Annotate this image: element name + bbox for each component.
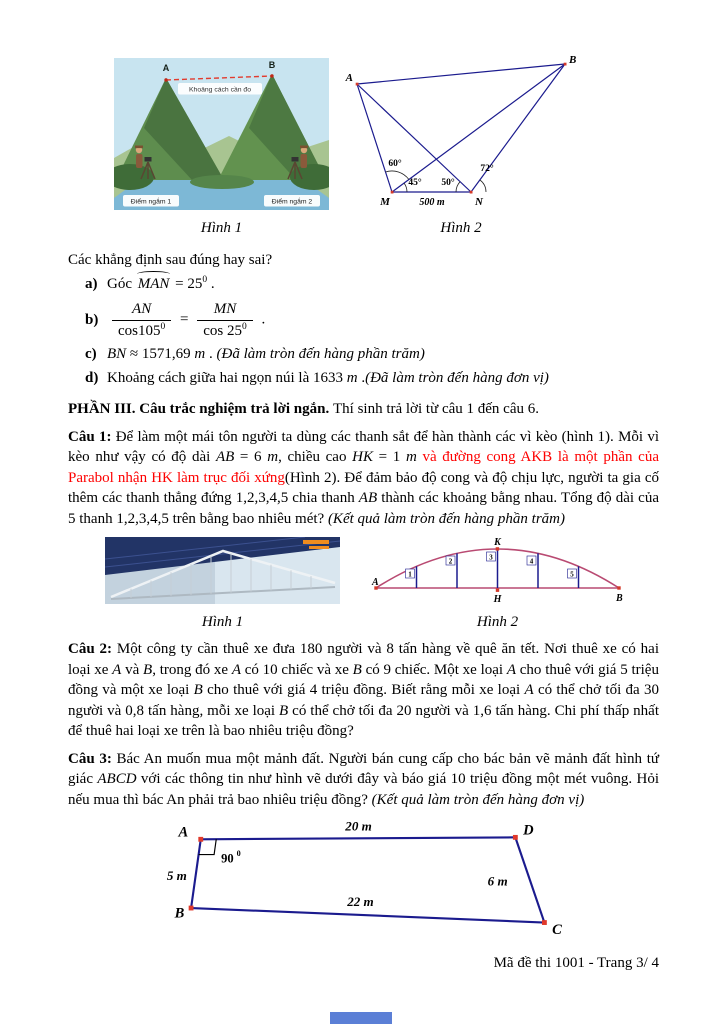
text-run: ≈ 1571,69 bbox=[126, 346, 195, 362]
equals-sign: = bbox=[180, 311, 189, 328]
den2-text: cos 25 bbox=[203, 322, 242, 339]
text-run: và bbox=[121, 661, 144, 678]
text-run: (Kết quả làm tròn đến hàng phần trăm) bbox=[327, 510, 566, 527]
text-run: A bbox=[506, 661, 517, 678]
side-ad-length: 20 m bbox=[345, 818, 372, 834]
text-run: HK bbox=[352, 449, 373, 465]
point-k-label: K bbox=[494, 538, 501, 548]
text-run: (Đã làm tròn đến hàng phần trăm) bbox=[216, 346, 425, 362]
text-run: m bbox=[267, 449, 279, 465]
text-run: Câu 3: bbox=[68, 750, 117, 767]
figure-truss bbox=[105, 537, 340, 632]
text-run: Câu 2: bbox=[68, 641, 117, 657]
question-figures bbox=[114, 52, 659, 238]
statement-c-body bbox=[107, 344, 659, 365]
point-h-label: H bbox=[493, 594, 502, 604]
text-run: có 10 chiếc và xe bbox=[240, 661, 353, 678]
degree-sup: 0 bbox=[241, 321, 247, 332]
side-bc-length: 22 m bbox=[347, 894, 374, 910]
fraction-left-den bbox=[112, 321, 171, 342]
den1-text: cos105 bbox=[118, 322, 161, 339]
parabola-diagram bbox=[370, 538, 625, 604]
vertex-a-label: A bbox=[178, 824, 189, 841]
fraction-left-num: AN bbox=[112, 299, 171, 321]
angle-90-label: 90 bbox=[221, 851, 234, 866]
statement-b-label: b) bbox=[85, 311, 99, 328]
bar-2-label: 2 bbox=[448, 557, 453, 566]
fraction-right-num: MN bbox=[197, 299, 253, 321]
text-run: (Hình 2). Để đảm bảo độ cong và độ chịu lực, người ta gia cố thêm các thanh thẳng đứng 1,2,3,4,5 chia thanh bbox=[68, 469, 659, 506]
point-a-label: A bbox=[372, 577, 379, 588]
text-run: ABCD bbox=[97, 771, 137, 787]
vertex-b-label: B bbox=[569, 54, 577, 66]
text-run: B bbox=[352, 661, 362, 678]
math-angle-man: MAN bbox=[136, 274, 172, 295]
vertex-b-label: B bbox=[174, 905, 185, 922]
text-run: m bbox=[194, 346, 206, 362]
sight-lines bbox=[357, 64, 565, 192]
figure-triangle bbox=[345, 52, 577, 238]
side-ab-length: 5 m bbox=[166, 867, 187, 883]
text-run: . bbox=[357, 369, 366, 386]
vertex-m-label: M bbox=[380, 196, 390, 208]
statement-c-label: c) bbox=[85, 346, 97, 362]
text-run: (Kết quả làm tròn đến hàng đơn vị) bbox=[371, 791, 585, 808]
angle-50-label: 50° bbox=[441, 178, 455, 188]
statement-d bbox=[68, 368, 659, 389]
text-run: A bbox=[524, 682, 534, 698]
statement-b-body bbox=[107, 299, 659, 341]
viewpoint2-label: Điểm ngắm 2 bbox=[271, 198, 313, 206]
angle-72-label: 72° bbox=[480, 164, 494, 174]
part3-heading bbox=[68, 399, 659, 420]
statement-b-end: . bbox=[261, 311, 266, 328]
text-run: . bbox=[205, 346, 217, 362]
cau3-paragraph bbox=[68, 749, 659, 811]
trees-center bbox=[190, 175, 254, 189]
text-run: B bbox=[193, 682, 203, 698]
distance-label: Khoảng cách cần đo bbox=[189, 86, 251, 94]
text-run: B bbox=[143, 661, 153, 678]
peak-b-marker bbox=[270, 74, 273, 77]
base-length-label: 500 m bbox=[419, 197, 445, 208]
statement-d-body bbox=[107, 368, 659, 389]
cau1-paragraph bbox=[68, 427, 659, 530]
text-run: Bác An muốn mua một mảnh đất. Người bán cung cấp cho bác bản vẽ mảnh đất hình tứ giác bbox=[68, 750, 660, 787]
cau1-figures bbox=[105, 537, 659, 632]
vertex-markers bbox=[356, 63, 567, 194]
bar-1-label: 1 bbox=[408, 570, 412, 579]
angle-45-label: 45° bbox=[408, 178, 422, 188]
text-run: B bbox=[279, 702, 289, 719]
vertex-n-label: N bbox=[475, 196, 483, 208]
text-run: Câu 1: bbox=[68, 428, 116, 445]
text-run: Thí sinh trả lời từ câu 1 đến câu 6. bbox=[332, 401, 539, 417]
text-run: Một công ty cần thuê xe đưa 180 người và 8 tấn hàng về quê ăn tết. Nơi thuê xe có hai loại xe bbox=[68, 641, 659, 678]
text-run: Khoảng cách giữa hai ngọn núi là 1633 bbox=[107, 369, 347, 386]
figure-caption-parabola: Hình 2 bbox=[476, 613, 519, 630]
fraction-left bbox=[112, 299, 171, 341]
text-run: (Đã làm tròn đến hàng đơn vị) bbox=[365, 369, 549, 386]
text-run: AB bbox=[358, 490, 378, 506]
text-run: thành các khoảng bằng nhau. Tổng độ dài của 5 thanh 1,2,3,4,5 trên bằng bao nhiêu mét? bbox=[68, 490, 659, 527]
text-run: có thể chở tối đa 30 người và 0,8 tấn hàng, mỗi xe loại bbox=[68, 682, 659, 719]
text-run: A bbox=[112, 661, 122, 678]
text-run: = 1 bbox=[372, 449, 406, 465]
angle-60-label: 60° bbox=[388, 159, 402, 169]
fraction-right-den bbox=[197, 321, 253, 342]
statement-a-label: a) bbox=[85, 275, 98, 292]
vertex-d-label: D bbox=[523, 822, 534, 839]
statement-a-body bbox=[107, 274, 659, 295]
statement-d-label: d) bbox=[85, 369, 99, 386]
figure-quadrilateral bbox=[160, 818, 659, 946]
truss-photo bbox=[105, 537, 340, 604]
figure-caption-truss: Hình 1 bbox=[201, 613, 244, 630]
figure-caption-mountain: Hình 1 bbox=[200, 219, 243, 236]
figure-caption-triangle: Hình 2 bbox=[440, 219, 482, 236]
text-run: cho thuê với giá 5 triệu đồng và một xe loại bbox=[68, 661, 659, 698]
text-run: có 9 chiếc. Một xe loại bbox=[361, 661, 507, 678]
peak-b-label: B bbox=[268, 60, 276, 70]
cau2-paragraph bbox=[68, 639, 659, 742]
degree-sup: 0 bbox=[202, 274, 208, 285]
text-run: và đường cong AKB là một phần của Parabol nhận HK làm trục đối xứng bbox=[68, 449, 659, 486]
statement-c bbox=[68, 344, 659, 365]
fraction-right bbox=[197, 299, 253, 341]
bar-4-label: 4 bbox=[529, 557, 534, 566]
statement-a bbox=[68, 274, 659, 295]
degree-sup: 0 bbox=[160, 321, 166, 332]
viewpoint1-label: Điểm ngắm 1 bbox=[130, 198, 172, 206]
text-run: với các thông tin như hình vẽ dưới đây và báo giá 10 triệu đồng một mét vuông. Hỏi nếu mua thì bác An phải trả bao nhiêu triệu đồng? bbox=[68, 771, 660, 808]
peak-a-marker bbox=[164, 78, 167, 81]
text-run: , trong đó xe bbox=[152, 661, 232, 678]
figure-parabola bbox=[370, 538, 625, 632]
text-run: AB bbox=[215, 449, 235, 465]
peak-a-label: A bbox=[162, 63, 170, 73]
vertex-c-label: C bbox=[552, 922, 562, 939]
text-run: Để làm một mái tôn người ta dùng các thanh sắt để hàn thành các vì kèo (hình 1). Mỗi vì kèo như vậy có độ dài bbox=[68, 428, 659, 465]
statements-intro: Các khẳng định sau đúng hay sai? bbox=[68, 252, 273, 268]
text-run: m bbox=[405, 449, 417, 465]
text-run: = 6 bbox=[234, 449, 268, 465]
triangle-diagram bbox=[345, 52, 577, 210]
text-run: A bbox=[231, 661, 241, 678]
text-run: có thể chở tối đa 20 người và 1,6 tấn hàng. Chi phí thấp nhất để thuê hai loại xe trên là bao nhiêu triệu đồng? bbox=[68, 702, 659, 739]
mountain-photo bbox=[114, 58, 329, 210]
vertical-bars bbox=[417, 549, 579, 588]
statement-b bbox=[68, 299, 659, 341]
statement-a-pre: Góc bbox=[107, 275, 136, 292]
statement-a-end: . bbox=[207, 275, 215, 292]
bar-3-label: 3 bbox=[489, 553, 493, 562]
quadrilateral-diagram bbox=[160, 818, 590, 939]
bar-5-label: 5 bbox=[570, 570, 574, 579]
text-run: , chiều cao bbox=[278, 449, 353, 465]
page-footer: Mã đề thi 1001 - Trang 3/ 4 bbox=[493, 955, 659, 971]
text-run: BN bbox=[107, 346, 127, 362]
vertex-a-label: A bbox=[345, 72, 353, 84]
text-run: cho thuê với giá 4 triệu đồng. Biết rằng mỗi xe loại bbox=[202, 682, 525, 698]
angle-90-sup: 0 bbox=[236, 848, 241, 858]
statement-a-eq: = 25 bbox=[171, 275, 203, 292]
side-dc-length: 6 m bbox=[487, 873, 508, 889]
figure-mountain bbox=[114, 58, 329, 238]
point-b-label: B bbox=[616, 593, 623, 604]
text-run: m bbox=[346, 369, 358, 386]
next-page-edge bbox=[330, 1012, 392, 1024]
text-run: PHẦN III. Câu trắc nghiệm trả lời ngắn. bbox=[68, 401, 333, 417]
angle-arcs bbox=[386, 171, 487, 192]
